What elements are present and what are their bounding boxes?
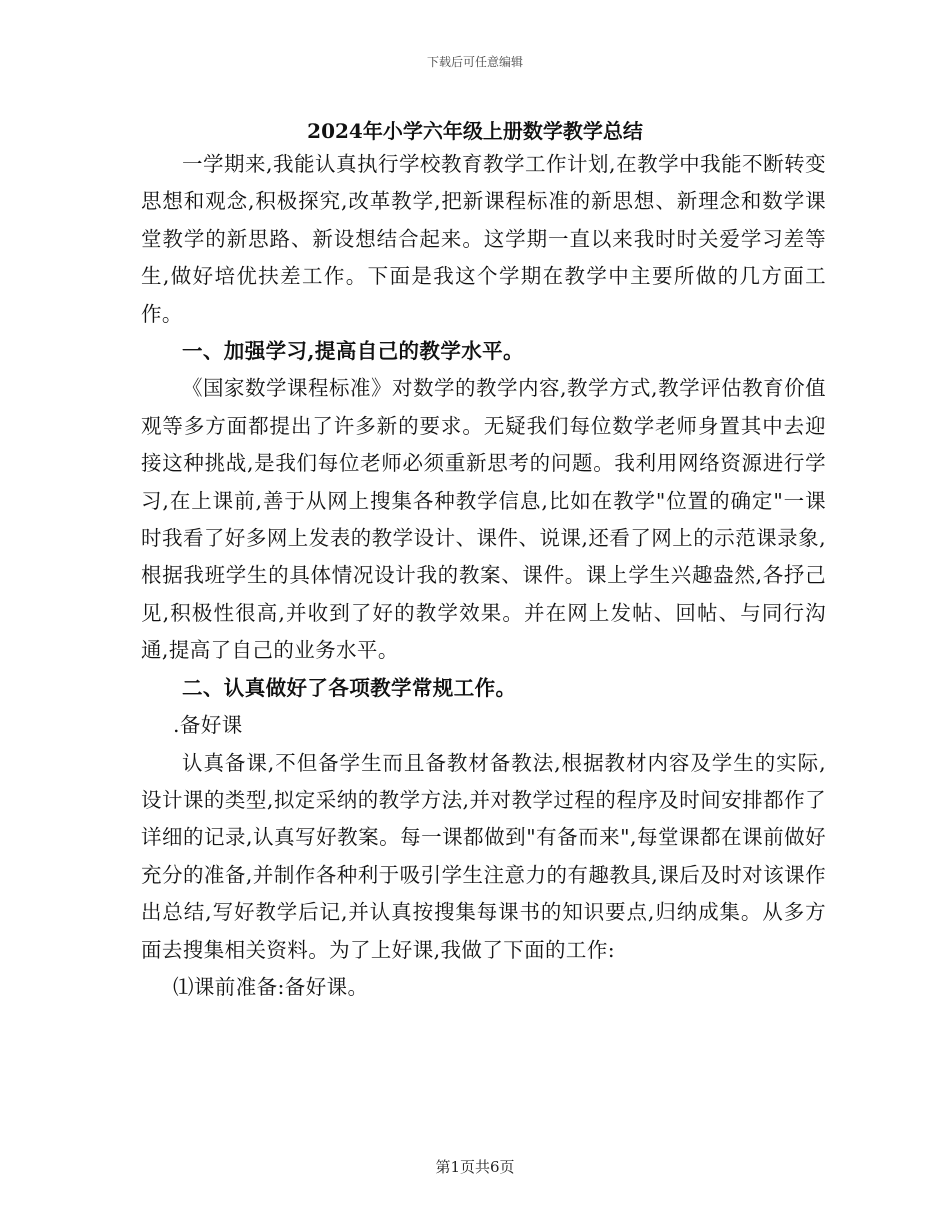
section-heading-2: 二、认真做好了各项教学常规工作。 (182, 675, 517, 700)
intro-paragraph: 一学期来,我能认真执行学校教育教学工作计划,在教学中我能不断转变思想和观念,积极探究,改革教学,把新课程标准的新思想、新理念和数学课堂教学的新思路、新设想结合起来。这学期一直以来我时时关爱学习差等生,做好培优扶差工作。下面是我这个学期在教学中主要所做的几方面工作。 (141, 152, 826, 326)
header-note: 下载后可任意编辑 (426, 55, 523, 69)
section-heading-1: 一、加强学习,提高自己的教学水平。 (182, 339, 524, 364)
document-title: 2024年小学六年级上册数学教学总结 (307, 119, 643, 143)
subsection-label: .备好课 (173, 713, 243, 738)
section-1-paragraph: 《国家数学课程标准》对数学的教学内容,教学方式,教学评估教育价值观等多方面都提出了许多新的要求。无疑我们每位数学老师身置其中去迎接这种挑战,是我们每位老师必须重新思考的问题。我利用网络资源进行学习,在上课前,善于从网上搜集各种教学信息,比如在教学"位置的确定"一课时我看了好多网上发表的教学设计、课件、说课,还看了网上的示范课录象,根据我班学生的具体情况设计我的教案、课件。课上学生兴趣盎然,各抒己见,积极性很高,并收到了好的教学效果。并在网上发帖、回帖、与同行沟通,提高了自己的业务水平。 (141, 376, 826, 663)
page-footer: 第1页共6页 (435, 1158, 515, 1176)
document-body (141, 146, 826, 1006)
list-item: ⑴课前准备:备好课。 (173, 974, 369, 999)
section-2-paragraph: 认真备课,不但备学生而且备教材备教法,根据教材内容及学生的实际,设计课的类型,拟定采纳的教学方法,并对教学过程的程序及时间安排都作了详细的记录,认真写好教案。每一课都做到"有备而来",每堂课都在课前做好充分的准备,并制作各种利于吸引学生注意力的有趣教具,课后及时对该课作出总结,写好教学后记,并认真按搜集每课书的知识要点,归纳成集。从多方面去搜集相关资料。为了上好课,我做了下面的工作: (141, 750, 826, 962)
